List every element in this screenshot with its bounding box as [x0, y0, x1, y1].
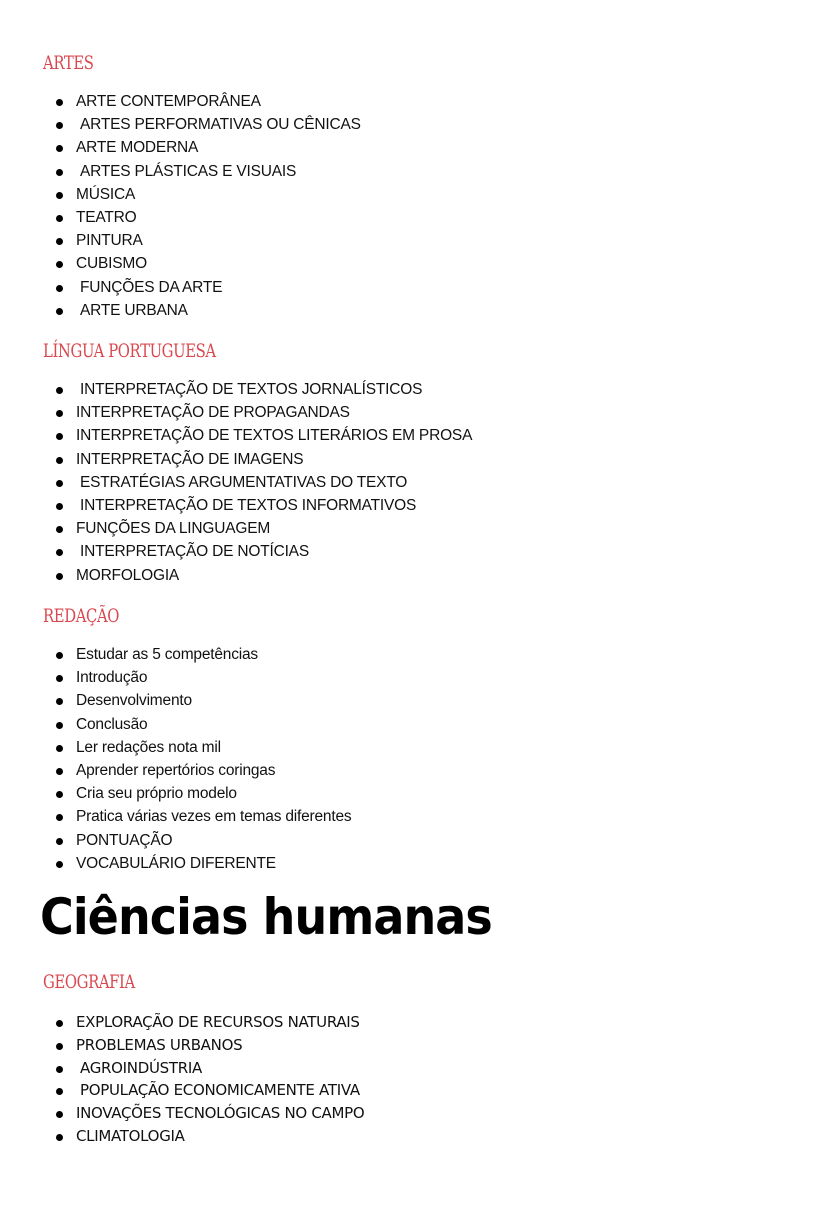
section-heading-lingua-portuguesa: LÍNGUA PORTUGUESA: [43, 340, 216, 362]
list-item: PONTUAÇÃO: [0, 829, 351, 852]
artes-list: [0, 90, 361, 322]
bullet-icon: [56, 549, 63, 556]
list-item: ARTES PLÁSTICAS E VISUAIS: [0, 160, 361, 183]
bullet-icon: [56, 1066, 63, 1073]
list-item: VOCABULÁRIO DIFERENTE: [0, 852, 351, 875]
list-item: CUBISMO: [0, 252, 361, 275]
bullet-icon: [56, 652, 63, 659]
bullet-icon: [56, 503, 63, 510]
list-item: PROBLEMAS URBANOS: [0, 1034, 364, 1057]
redacao-list: [0, 643, 351, 875]
bullet-icon: [56, 410, 63, 417]
bullet-icon: [56, 99, 63, 106]
bullet-icon: [56, 1088, 63, 1095]
list-item: Aprender repertórios coringas: [0, 759, 351, 782]
list-item: EXPLORAÇÃO DE RECURSOS NATURAIS: [0, 1011, 364, 1034]
bullet-icon: [56, 745, 63, 752]
bullet-icon: [56, 1111, 63, 1118]
bullet-icon: [56, 285, 63, 292]
bullet-icon: [56, 238, 63, 245]
list-item: ARTE MODERNA: [0, 136, 361, 159]
list-item: PINTURA: [0, 229, 361, 252]
list-item: INOVAÇÕES TECNOLÓGICAS NO CAMPO: [0, 1102, 364, 1125]
list-item: TEATRO: [0, 206, 361, 229]
list-item: Ler redações nota mil: [0, 736, 351, 759]
bullet-icon: [56, 814, 63, 821]
bullet-icon: [56, 215, 63, 222]
list-item: FUNÇÕES DA ARTE: [0, 276, 361, 299]
list-item: Cria seu próprio modelo: [0, 782, 351, 805]
list-item: FUNÇÕES DA LINGUAGEM: [0, 517, 472, 540]
geografia-list: [0, 1011, 364, 1148]
bullet-icon: [56, 1020, 63, 1027]
lingua-portuguesa-list: [0, 378, 472, 587]
list-item: Estudar as 5 competências: [0, 643, 351, 666]
bullet-icon: [56, 433, 63, 440]
list-item: MORFOLOGIA: [0, 564, 472, 587]
list-item: INTERPRETAÇÃO DE PROPAGANDAS: [0, 401, 472, 424]
bullet-icon: [56, 573, 63, 580]
bullet-icon: [56, 457, 63, 464]
bullet-icon: [56, 169, 63, 176]
section-heading-artes: ARTES: [43, 52, 94, 74]
list-item: ARTE CONTEMPORÂNEA: [0, 90, 361, 113]
section-heading-geografia: GEOGRAFIA: [43, 971, 135, 993]
list-item: INTERPRETAÇÃO DE TEXTOS JORNALÍSTICOS: [0, 378, 472, 401]
bullet-icon: [56, 768, 63, 775]
list-item: ESTRATÉGIAS ARGUMENTATIVAS DO TEXTO: [0, 471, 472, 494]
list-item: ARTE URBANA: [0, 299, 361, 322]
page-title-ciencias-humanas: Ciências humanas: [40, 888, 492, 946]
bullet-icon: [56, 192, 63, 199]
list-item: INTERPRETAÇÃO DE IMAGENS: [0, 448, 472, 471]
list-item: CLIMATOLOGIA: [0, 1125, 364, 1148]
bullet-icon: [56, 838, 63, 845]
bullet-icon: [56, 261, 63, 268]
list-item: Introdução: [0, 666, 351, 689]
bullet-icon: [56, 722, 63, 729]
list-item: Conclusão: [0, 713, 351, 736]
list-item: INTERPRETAÇÃO DE TEXTOS INFORMATIVOS: [0, 494, 472, 517]
bullet-icon: [56, 698, 63, 705]
bullet-icon: [56, 308, 63, 315]
list-item: ARTES PERFORMATIVAS OU CÊNICAS: [0, 113, 361, 136]
list-item: AGROINDÚSTRIA: [0, 1057, 364, 1080]
list-item: Pratica várias vezes em temas diferentes: [0, 805, 351, 828]
list-item: INTERPRETAÇÃO DE TEXTOS LITERÁRIOS EM PROSA: [0, 424, 472, 447]
bullet-icon: [56, 122, 63, 129]
list-item: MÚSICA: [0, 183, 361, 206]
section-heading-redacao: REDAÇÃO: [43, 605, 120, 627]
bullet-icon: [56, 861, 63, 868]
bullet-icon: [56, 1134, 63, 1141]
list-item: POPULAÇÃO ECONOMICAMENTE ATIVA: [0, 1079, 364, 1102]
bullet-icon: [56, 675, 63, 682]
list-item: Desenvolvimento: [0, 689, 351, 712]
bullet-icon: [56, 145, 63, 152]
bullet-icon: [56, 526, 63, 533]
bullet-icon: [56, 791, 63, 798]
bullet-icon: [56, 480, 63, 487]
bullet-icon: [56, 1043, 63, 1050]
list-item: INTERPRETAÇÃO DE NOTÍCIAS: [0, 540, 472, 563]
bullet-icon: [56, 387, 63, 394]
